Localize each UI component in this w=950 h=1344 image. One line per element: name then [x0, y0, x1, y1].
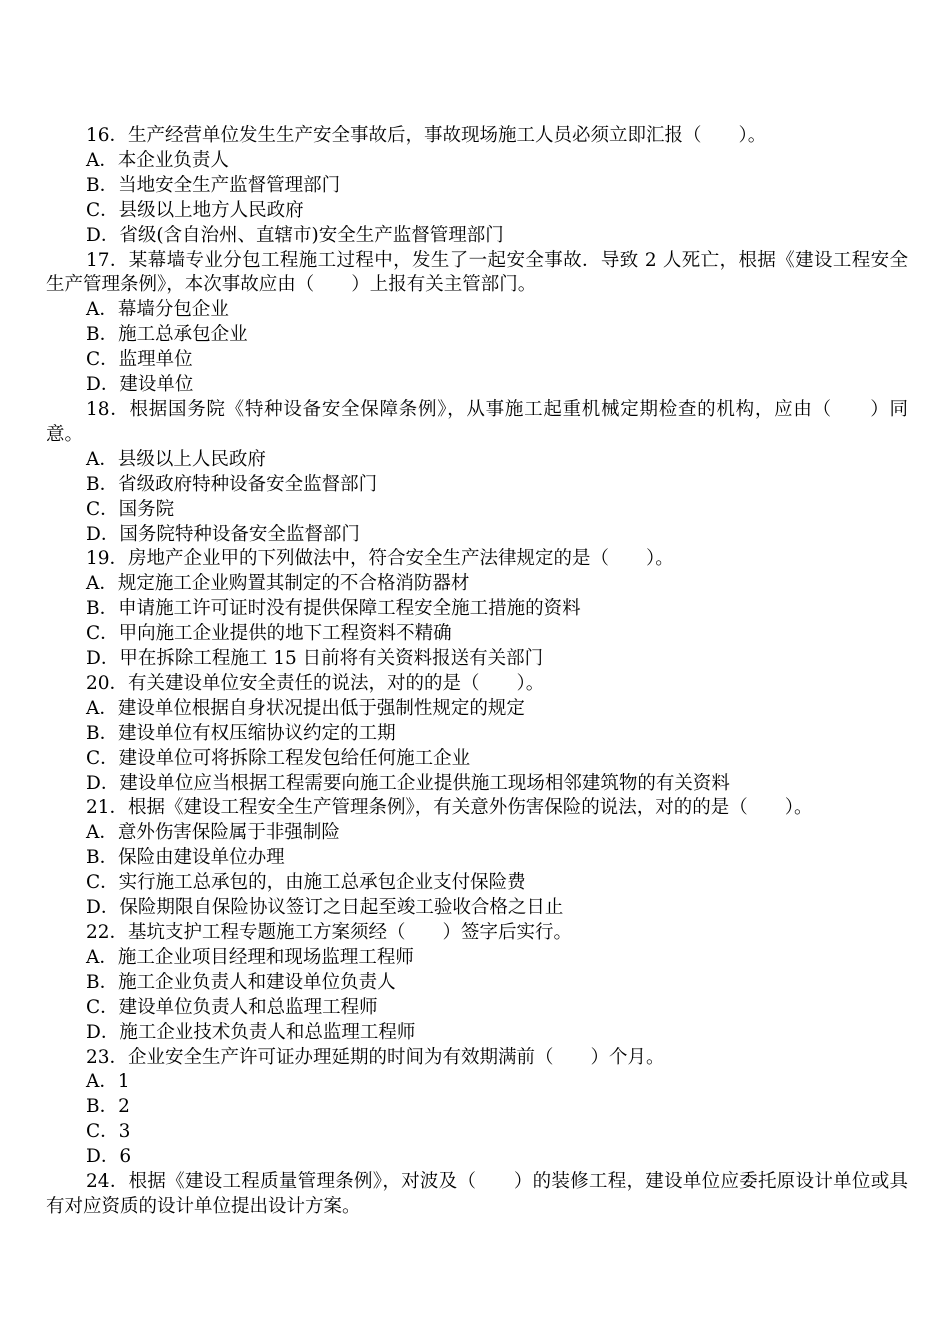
- option-d: D．国务院特种设备安全监督部门: [86, 523, 360, 545]
- option-c: C．建设单位可将拆除工程发包给任何施工企业: [86, 747, 471, 769]
- question-stem: 19．房地产企业甲的下列做法中，符合安全生产法律规定的是（ ）。: [86, 548, 674, 570]
- option-b: B．2: [86, 1096, 130, 1118]
- question-stem: 16．生产经营单位发生生产安全事故后，事故现场施工人员必须立即汇报（ ）。: [86, 125, 767, 146]
- question-18: [46, 398, 908, 547]
- option-d: D．施工企业技术负责人和总监理工程师: [86, 1021, 416, 1043]
- option-a: A．幕墙分包企业: [86, 299, 229, 321]
- question-stem: 21．根据《建设工程安全生产管理条例》，有关意外伤害保险的说法，对的的是（ ）。: [86, 797, 813, 819]
- option-a: A．1: [86, 1071, 130, 1093]
- option-a: A．施工企业项目经理和现场监理工程师: [86, 946, 414, 968]
- option-b: B．当地安全生产监督管理部门: [86, 174, 341, 196]
- option-c: C．甲向施工企业提供的地下工程资料不精确: [86, 623, 452, 645]
- option-a: A．建设单位根据自身状况提出低于强制性规定的规定: [86, 697, 525, 719]
- question-23: [46, 1046, 908, 1171]
- option-a: A．意外伤害保险属于非强制险: [86, 822, 340, 844]
- option-b: B．施工总承包企业: [86, 324, 248, 346]
- question-21: [46, 796, 908, 921]
- option-d: D．6: [86, 1146, 132, 1168]
- question-16: [46, 124, 908, 249]
- option-d: D．保险期限自保险协议签订之日起至竣工验收合格之日止: [86, 897, 564, 919]
- question-stem: 22．基坑支护工程专题施工方案须经（ ）签字后实行。: [86, 922, 573, 943]
- option-b: B．建设单位有权压缩协议约定的工期: [86, 722, 396, 744]
- option-a: A．本企业负责人: [86, 149, 229, 171]
- option-d: D．省级(含自治州、直辖市)安全生产监督管理部门: [86, 224, 504, 246]
- question-20: [46, 672, 908, 797]
- option-b: B．省级政府特种设备安全监督部门: [86, 473, 378, 495]
- option-b: B．申请施工许可证时没有提供保障工程安全施工措施的资料: [86, 598, 581, 620]
- option-d: D．建设单位应当根据工程需要向施工企业提供施工现场相邻建筑物的有关资料: [86, 772, 730, 794]
- question-stem: 18．根据国务院《特种设备安全保障条例》，从事施工起重机械定期检查的机构，应由（ ）同意。: [46, 398, 908, 445]
- option-c: C．县级以上地方人民政府: [86, 199, 304, 221]
- question-stem: 24．根据《建设工程质量管理条例》，对波及（ ）的装修工程，建设单位应委托原设计单位或具有对应资质的设计单位提出设计方案。: [46, 1171, 908, 1217]
- question-stem: 20．有关建设单位安全责任的说法，对的的是（ ）。: [86, 672, 545, 694]
- question-24: [46, 1170, 908, 1220]
- question-17: [46, 249, 908, 398]
- option-a: A．规定施工企业购置其制定的不合格消防器材: [86, 573, 470, 595]
- option-c: C．监理单位: [86, 349, 193, 371]
- option-a: A．县级以上人民政府: [86, 448, 266, 470]
- option-b: B．施工企业负责人和建设单位负责人: [86, 971, 396, 993]
- option-c: C．国务院: [86, 498, 175, 520]
- option-d: D．建设单位: [86, 374, 194, 396]
- question-stem: 17．某幕墙专业分包工程施工过程中，发生了一起安全事故．导致 2 人死亡，根据《建设工程安全生产管理条例》，本次事故应由（ ）上报有关主管部门。: [46, 249, 908, 296]
- option-c: C．实行施工总承包的，由施工总承包企业支付保险费: [86, 872, 526, 894]
- question-19: [46, 547, 908, 672]
- option-d: D．甲在拆除工程施工 15 日前将有关资料报送有关部门: [86, 648, 544, 670]
- option-c: C．3: [86, 1121, 131, 1143]
- option-b: B．保险由建设单位办理: [86, 847, 285, 869]
- document-page: [46, 124, 908, 1220]
- question-stem: 23．企业安全生产许可证办理延期的时间为有效期满前（ ）个月。: [86, 1046, 665, 1068]
- option-c: C．建设单位负责人和总监理工程师: [86, 996, 378, 1018]
- question-22: [46, 921, 908, 1046]
